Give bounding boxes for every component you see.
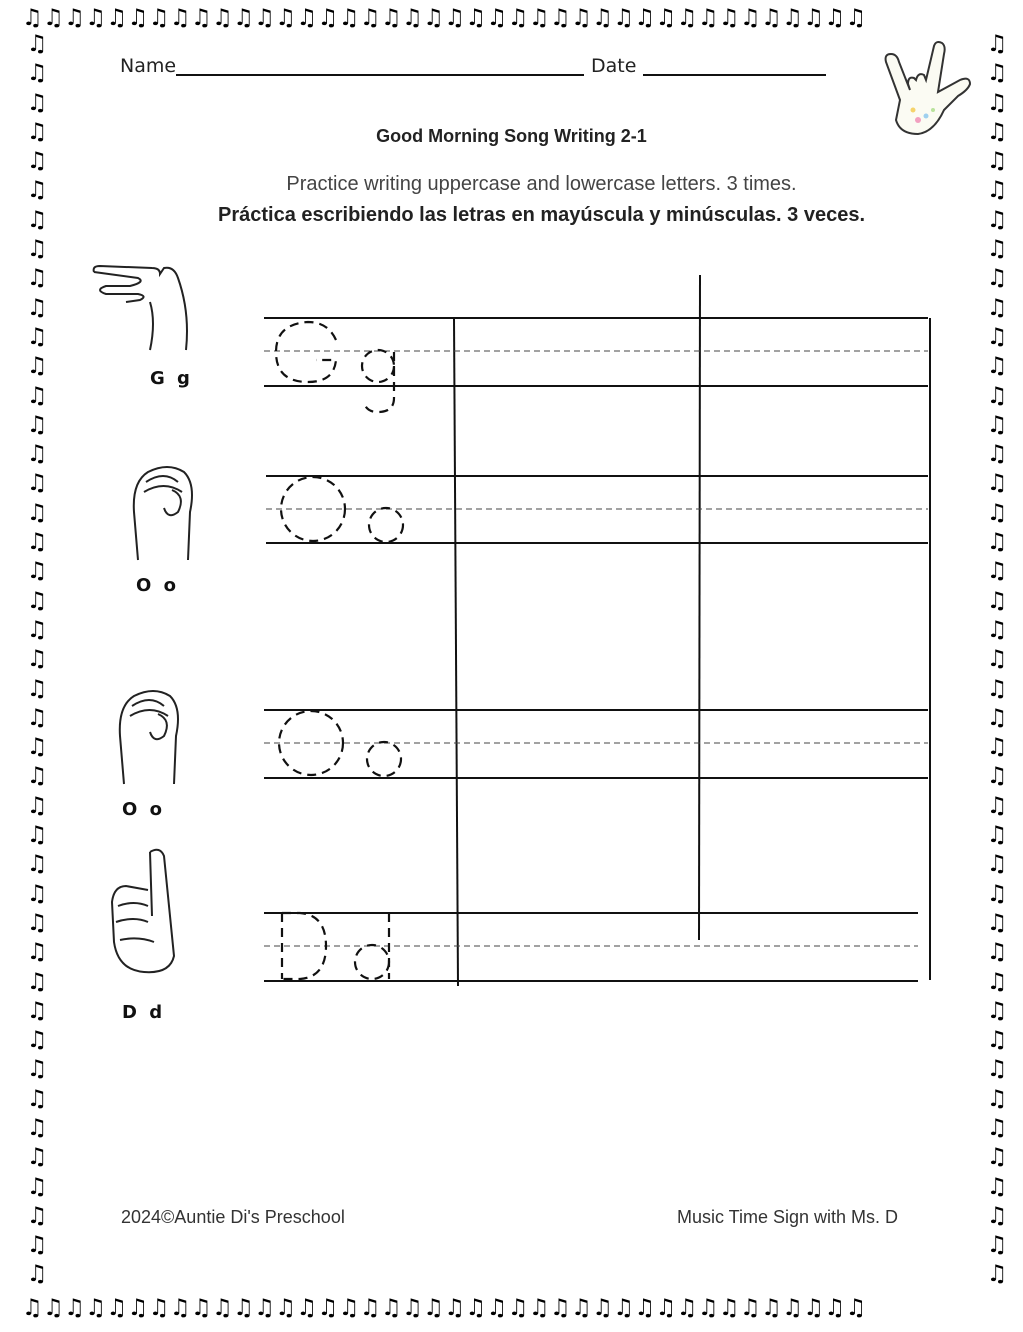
worksheet-title: Good Morning Song Writing 2-1	[376, 126, 647, 146]
instruction-english: Practice writing uppercase and lowercase letters. 3 times.	[286, 173, 797, 195]
name-label: Name	[120, 55, 177, 77]
copyright-footer: 2024©Auntie Di's Preschool	[121, 1207, 345, 1227]
right-music-note-border: ♫ ♫ ♫ ♫ ♫ ♫ ♫ ♫ ♫ ♫ ♫ ♫ ♫ ♫ ♫ ♫ ♫ ♫ ♫ ♫ ♫ ♫ ♫ ♫ ♫ ♫ ♫ ♫ ♫ ♫ ♫ ♫ ♫ ♫ ♫ ♫ ♫ ♫ ♫ ♫ ♫ ♫ ♫	[986, 31, 1008, 1288]
credit-footer: Music Time Sign with Ms. D	[677, 1207, 899, 1227]
letter-label-3: O o	[122, 799, 165, 820]
bottom-music-note-border: ♫♫♫♫♫♫♫♫♫♫♫♫♫♫♫♫♫♫♫♫♫♫♫♫♫♫♫♫♫♫♫♫♫♫♫♫♫♫♫♫	[22, 1295, 867, 1321]
letter-label-4: D d	[122, 1002, 166, 1023]
instruction-spanish: Práctica escribiendo las letras en mayúscula y minúsculas. 3 veces.	[217, 204, 865, 226]
letter-label-1: G g	[150, 368, 193, 389]
top-music-note-border: ♫♫♫♫♫♫♫♫♫♫♫♫♫♫♫♫♫♫♫♫♫♫♫♫♫♫♫♫♫♫♫♫♫♫♫♫♫♫♫♫	[22, 5, 867, 31]
letter-label-2: O o	[136, 575, 179, 596]
date-label: Date	[591, 55, 637, 77]
traced-letters	[276, 322, 403, 979]
left-music-note-border: ♫ ♫ ♫ ♫ ♫ ♫ ♫ ♫ ♫ ♫ ♫ ♫ ♫ ♫ ♫ ♫ ♫ ♫ ♫ ♫ ♫ ♫ ♫ ♫ ♫ ♫ ♫ ♫ ♫ ♫ ♫ ♫ ♫ ♫ ♫ ♫ ♫ ♫ ♫ ♫ ♫ ♫ ♫	[26, 31, 48, 1288]
